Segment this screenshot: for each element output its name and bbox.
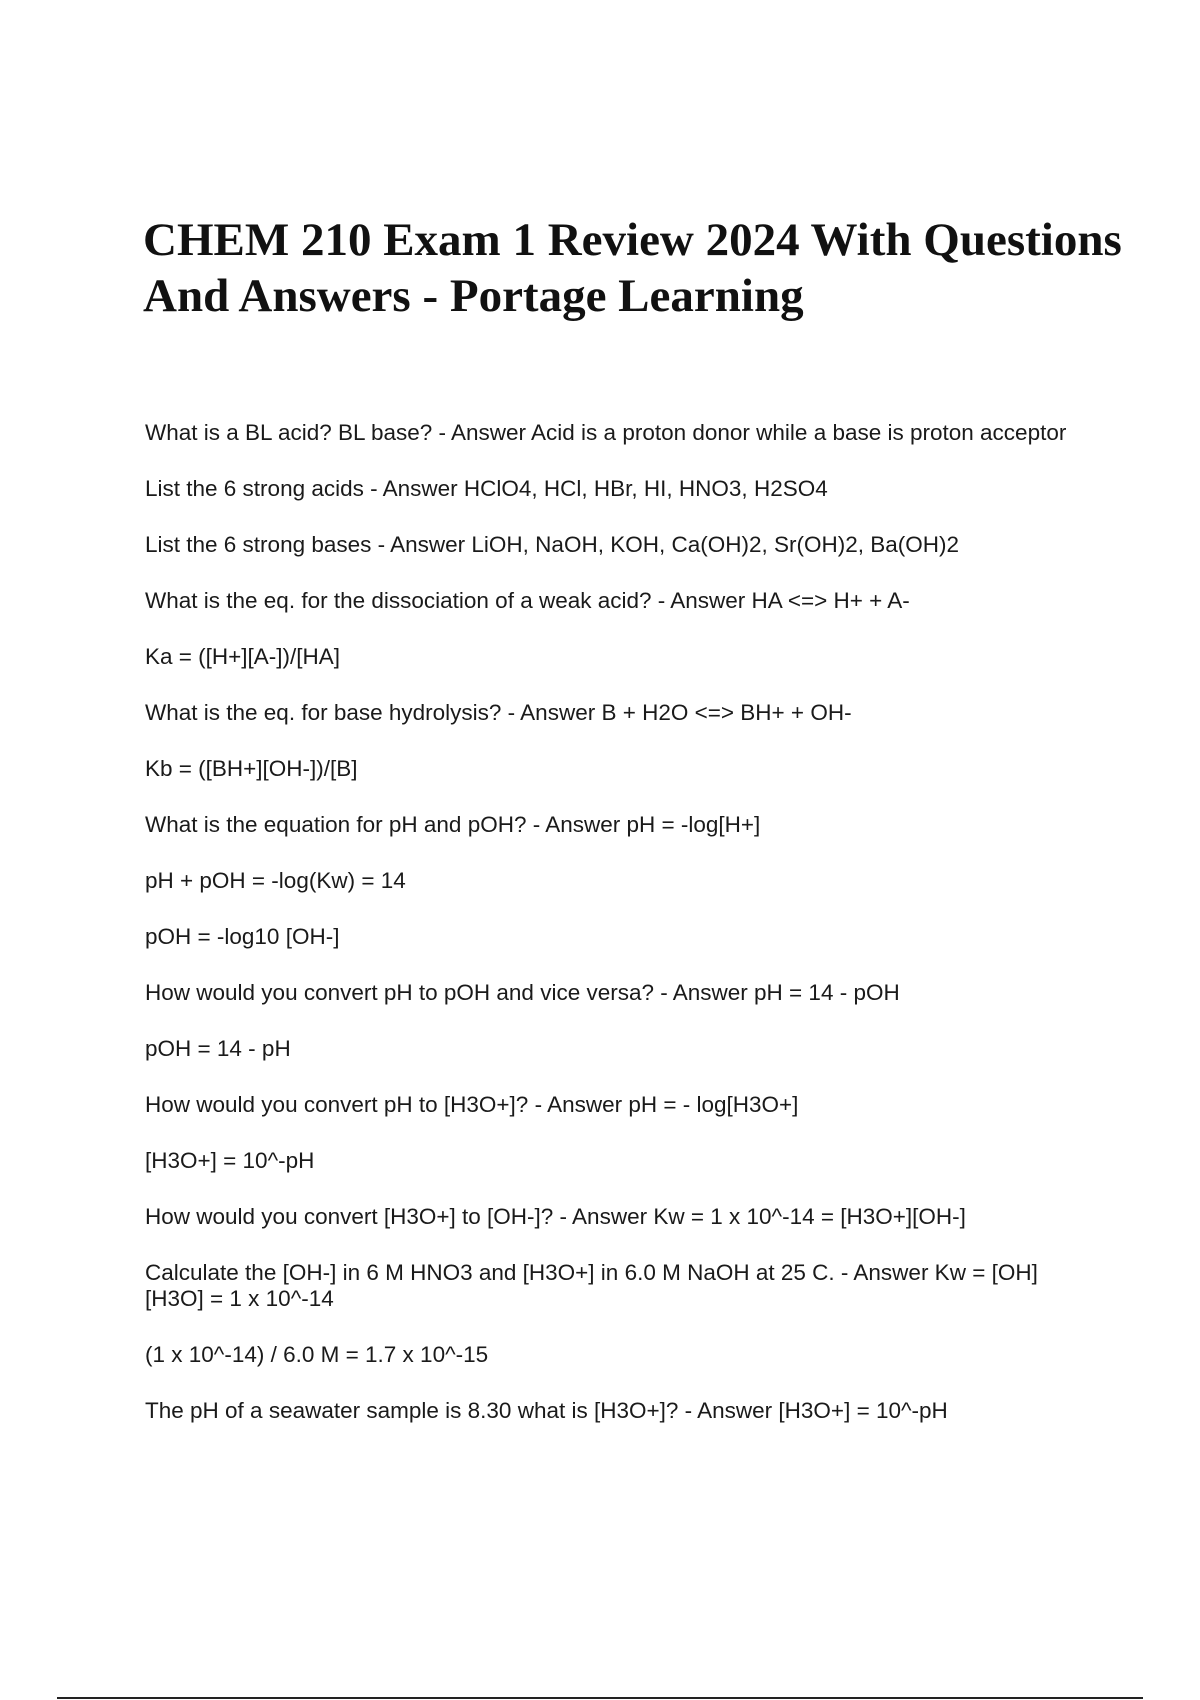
qa-paragraph: List the 6 strong bases - Answer LiOH, NaOH, KOH, Ca(OH)2, Sr(OH)2, Ba(OH)2 xyxy=(145,532,959,557)
footer-divider xyxy=(57,1697,1143,1699)
qa-paragraph: How would you convert pH to [H3O+]? - Answer pH = - log[H3O+] xyxy=(145,1092,799,1117)
qa-paragraph: Ka = ([H+][A-])/[HA] xyxy=(145,644,341,669)
qa-paragraph: pOH = 14 - pH xyxy=(145,1036,291,1061)
qa-paragraph: What is the eq. for base hydrolysis? - Answer B + H2O <=> BH+ + OH- xyxy=(145,700,852,725)
qa-paragraph: The pH of a seawater sample is 8.30 what is [H3O+]? - Answer [H3O+] = 10^-pH xyxy=(145,1398,948,1423)
qa-paragraph: pH + pOH = -log(Kw) = 14 xyxy=(145,868,406,893)
qa-paragraph: [H3O+] = 10^-pH xyxy=(145,1148,315,1173)
qa-paragraph: How would you convert pH to pOH and vice versa? - Answer pH = 14 - pOH xyxy=(145,980,900,1005)
qa-paragraph: What is the eq. for the dissociation of a weak acid? - Answer HA <=> H+ + A- xyxy=(145,588,910,613)
qa-paragraph: What is a BL acid? BL base? - Answer Acid is a proton donor while a base is proton acceptor xyxy=(145,420,1067,445)
qa-paragraph: What is the equation for pH and pOH? - Answer pH = -log[H+] xyxy=(145,812,761,837)
qa-paragraph: Calculate the [OH-] in 6 M HNO3 and [H3O+] in 6.0 M NaOH at 25 C. - Answer Kw = [OH][H3O] = 1 x 10^-14 xyxy=(145,1260,1038,1311)
qa-paragraph: pOH = -log10 [OH-] xyxy=(145,924,340,949)
qa-paragraph: How would you convert [H3O+] to [OH-]? - Answer Kw = 1 x 10^-14 = [H3O+][OH-] xyxy=(145,1204,966,1229)
qa-paragraph: Kb = ([BH+][OH-])/[B] xyxy=(145,756,358,781)
qa-paragraph: (1 x 10^-14) / 6.0 M = 1.7 x 10^-15 xyxy=(145,1342,489,1367)
document-title: CHEM 210 Exam 1 Review 2024 With Questions And Answers - Portage Learning xyxy=(143,214,1122,322)
qa-list xyxy=(145,420,1085,1454)
qa-paragraph: List the 6 strong acids - Answer HClO4, HCl, HBr, HI, HNO3, H2SO4 xyxy=(145,476,828,501)
